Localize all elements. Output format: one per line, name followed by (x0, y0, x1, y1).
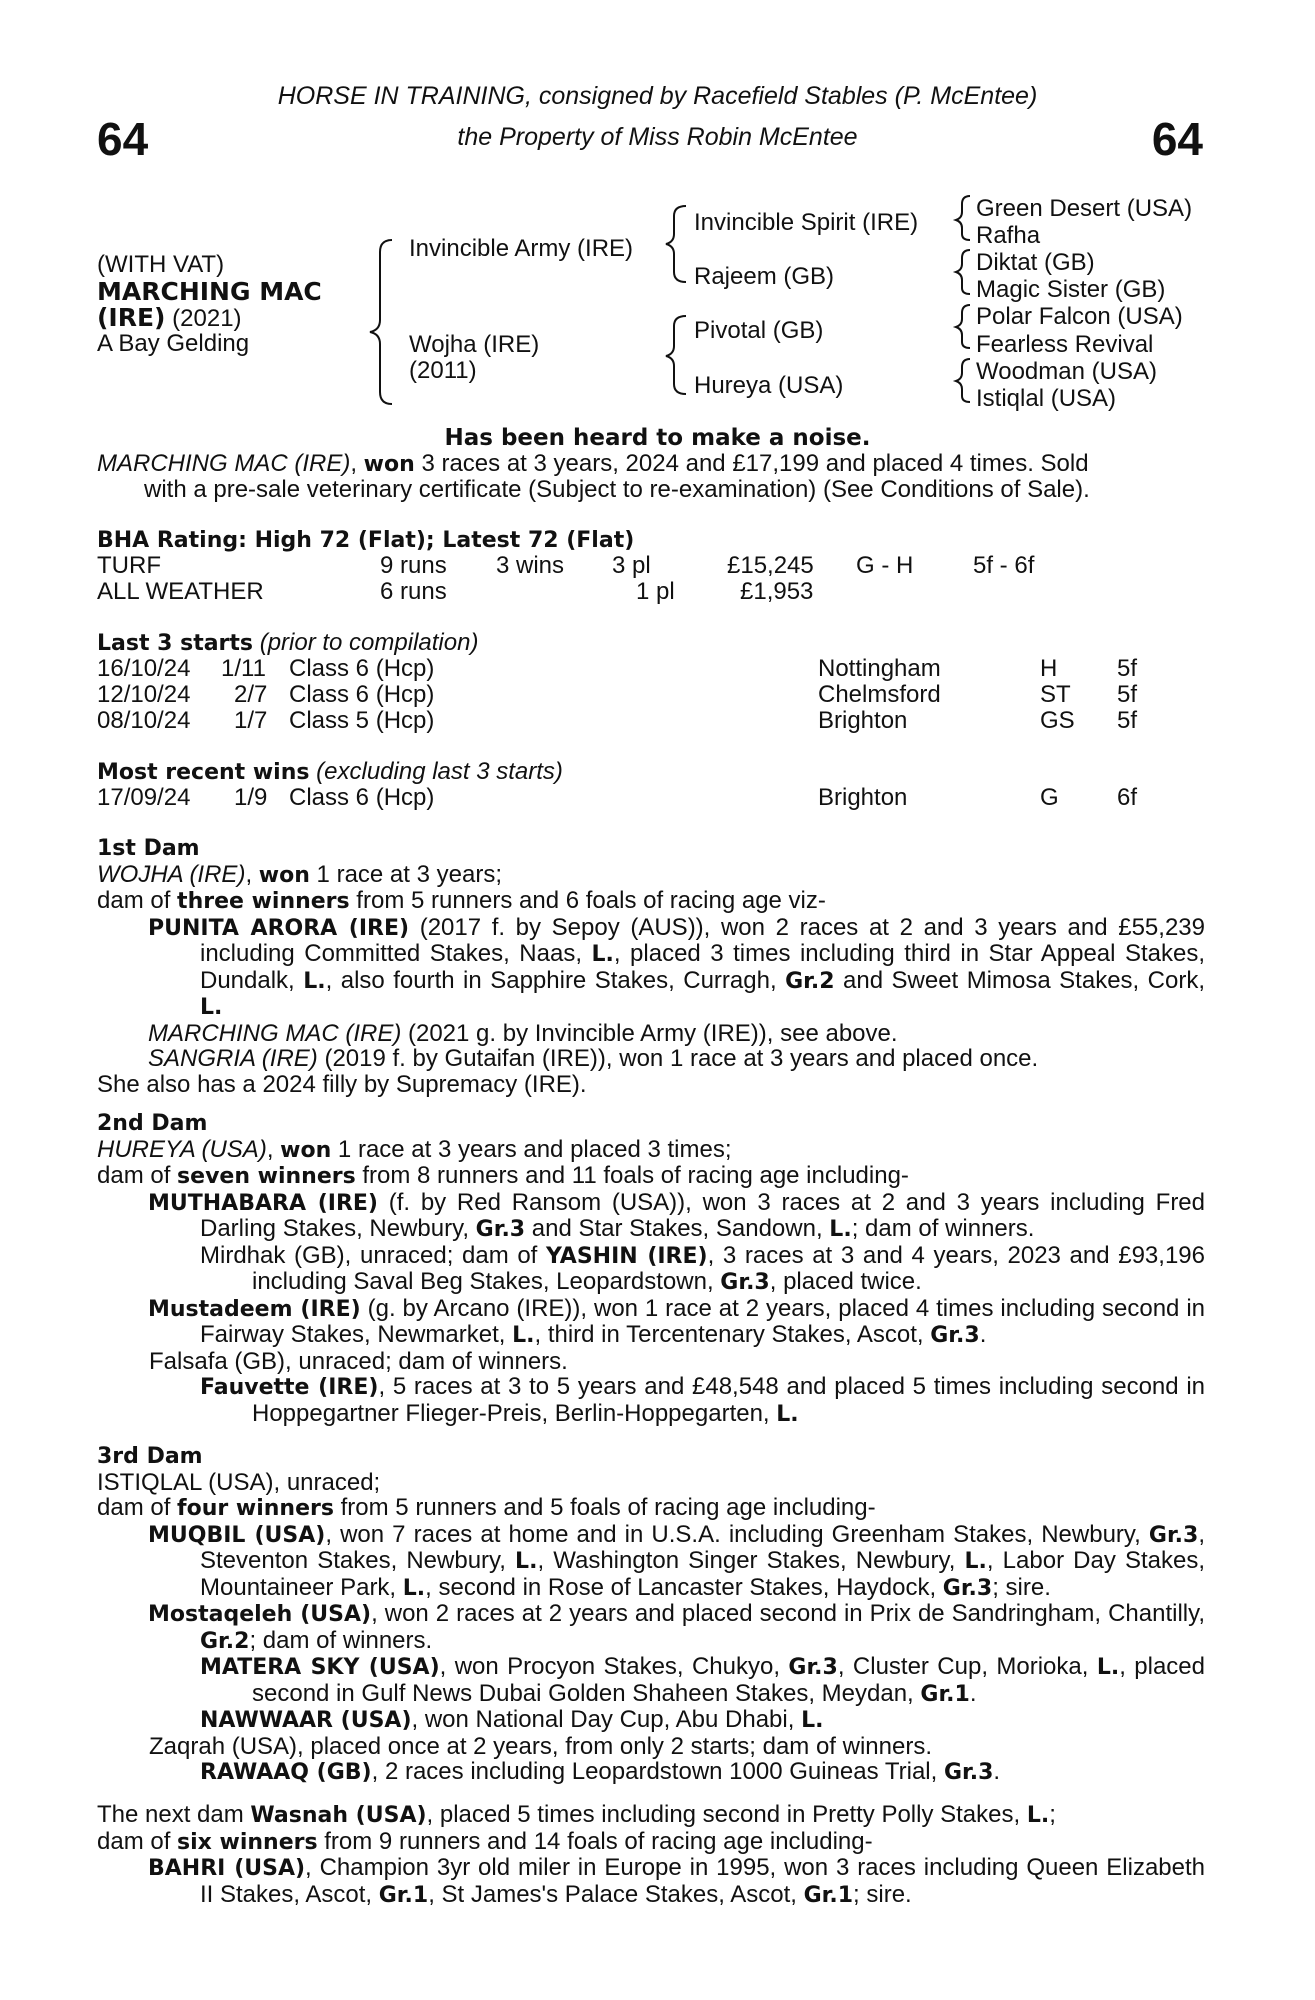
start-distance: 5f (1117, 655, 1138, 682)
brace-g3-1 (956, 196, 970, 240)
produce-rawaaq (97, 1759, 1205, 1786)
produce-name: RAWAAQ (GB) (200, 1760, 372, 1785)
first-dam-section (97, 835, 1205, 1097)
text: . (993, 1758, 1001, 1785)
bha-wins: 3 wins (496, 552, 565, 579)
produce-sangria (97, 1046, 1205, 1072)
gen3-3: Diktat (GB) (976, 249, 1095, 276)
text: , third in Tercentenary Stakes, Ascot, (534, 1321, 931, 1348)
group-mark: Gr.2 (200, 1628, 250, 1654)
text: Mirdhak (GB), unraced; dam of (200, 1241, 546, 1269)
vat-label: (WITH VAT) (97, 251, 225, 278)
text: (2017 f. by Sepoy (AUS)), won 2 races at 2 and 3 years and £55,239 including Committed Stakes, Naas, (200, 913, 1205, 967)
listed-mark: L. (591, 942, 614, 967)
win-distance: 6f (1117, 784, 1138, 811)
summary-line-2: with a pre-sale veterinary certificate (Subject to re-examination) (See Conditions of Sale). (144, 476, 1090, 503)
produce-name: Mostaqeleh (USA) (148, 1602, 372, 1627)
listed-mark: L. (1096, 1655, 1120, 1680)
start-date: 08/10/24 (97, 707, 191, 734)
horse-suffix: (IRE) (97, 303, 166, 332)
text: , placed second in Gulf News Dubai Golden Shaheen Stakes, Meydan, (252, 1653, 1205, 1707)
summary-horse: MARCHING MAC (IRE) (97, 450, 351, 477)
produce-nawwaar (97, 1707, 1205, 1734)
group-mark: Gr.3 (930, 1323, 980, 1348)
text: , Champion 3yr old miler in Europe in 1995, won 3 races including Queen Elizabeth II Stakes, Ascot, (200, 1854, 1206, 1908)
text: , second in Rose of Lancaster Stakes, Haydock, (425, 1573, 943, 1601)
text: and Sweet Mimosa Stakes, Cork, (834, 966, 1206, 994)
produce-falsafa: Falsafa (GB), unraced; dam of winners. (149, 1347, 568, 1375)
start-class: Class 6 (Hcp) (289, 681, 435, 708)
produce-name: MUTHABARA (IRE) (148, 1190, 378, 1216)
start-date: 16/10/24 (97, 655, 191, 682)
third-dam-line1: ISTIQLAL (USA), unraced; (97, 1468, 381, 1496)
lot-number-left: 64 (97, 113, 149, 165)
noise-note (0, 425, 1315, 451)
summary-text-1: 3 races at 3 years, 2024 and £17,199 and placed 4 times. Sold (414, 450, 1089, 477)
summary-won: won (363, 452, 415, 477)
text: , 3 races at 3 and 4 years, 2023 and £93,196 including Saval Beg Stakes, Leopardstown, (252, 1241, 1205, 1295)
text: dam of (97, 1162, 178, 1189)
produce-bahri (97, 1855, 1205, 1908)
group-mark: Gr.1 (920, 1681, 970, 1707)
text: (2021 g. by Invincible Army (IRE)), see above. (401, 1019, 898, 1047)
noise-note-text: Has been heard to make a noise. (444, 425, 871, 451)
produce-name: YASHIN (IRE) (545, 1243, 708, 1269)
produce-name: Fauvette (IRE) (200, 1375, 379, 1400)
brace-g3-4 (956, 359, 970, 402)
summary-line-1: MARCHING MAC (IRE), won 3 races at 3 years, 2024 and £17,199 and placed 4 times. Sold (97, 450, 1089, 477)
lot-number-right: 64 (1151, 113, 1203, 165)
group-mark: Gr.1 (378, 1882, 429, 1908)
bha-surface: ALL WEATHER (97, 578, 264, 605)
gen2-1: Invincible Spirit (IRE) (694, 209, 919, 236)
start-distance: 5f (1117, 681, 1138, 708)
text: dam of (97, 1494, 178, 1521)
first-dam-heading (97, 835, 1205, 862)
group-mark: Gr.3 (942, 1575, 993, 1601)
produce-zaqrah: Zaqrah (USA), placed once at 2 years, from only 2 starts; dam of winners. (149, 1732, 932, 1760)
win-date: 17/09/24 (97, 784, 191, 811)
start-class: Class 6 (Hcp) (289, 655, 435, 682)
listed-mark: L. (1026, 1803, 1050, 1828)
text: , won 7 races at home and in U.S.A. including Greenham Stakes, Newbury, (325, 1520, 1149, 1548)
dam-name: Wojha (IRE) (409, 331, 540, 358)
second-dam-line2 (97, 1163, 1205, 1190)
last3-heading (97, 630, 478, 657)
bha-heading (97, 527, 634, 554)
won-word: won (258, 862, 310, 888)
gen3-4: Magic Sister (GB) (976, 276, 1166, 303)
produce-matera-sky (97, 1654, 1205, 1707)
third-dam-heading (97, 1443, 1205, 1470)
third-dam-line2 (97, 1495, 1205, 1522)
brace-g3-2 (956, 250, 970, 294)
group-mark: Gr.3 (943, 1760, 994, 1785)
start-going: ST (1040, 681, 1071, 708)
sire-name: Invincible Army (IRE) (409, 235, 634, 262)
dam-year: (2011) (409, 357, 477, 384)
recent-heading (97, 759, 563, 786)
gen3-2: Rafha (976, 222, 1041, 249)
text: , placed 5 times including second in Pretty Polly Stakes, (426, 1801, 1027, 1828)
produce-mustadeem (97, 1296, 1205, 1349)
win-class: Class 6 (Hcp) (289, 784, 435, 811)
group-mark: Gr.1 (803, 1882, 854, 1908)
text: , Labor Day Stakes, Mountaineer Park, (200, 1547, 1206, 1601)
winners-count: seven winners (177, 1164, 356, 1189)
table-row (0, 785, 1315, 811)
table-row (0, 656, 1315, 682)
text: The next dam (97, 1801, 251, 1828)
brace-g3-3 (956, 305, 970, 348)
text: (2019 f. by Gutaifan (IRE)), won 1 race at 3 years and placed once. (317, 1045, 1039, 1072)
text: from 5 runners and 6 foals of racing age viz- (349, 887, 826, 914)
text: . (969, 1679, 977, 1707)
group-mark: Gr.2 (785, 968, 835, 994)
produce-fauvette (97, 1374, 1205, 1427)
text: from 9 runners and 14 foals of racing age including- (317, 1827, 873, 1855)
bha-places: 3 pl (612, 552, 651, 579)
text: , 5 races at 3 to 5 years and £48,548 and placed 5 times including second in Hoppegartner Flieger-Preis, Berlin-Hoppegarten, (252, 1373, 1206, 1427)
third-dam-section (97, 1443, 1205, 1786)
gen3-1: Green Desert (USA) (976, 195, 1193, 222)
start-course: Chelmsford (818, 681, 941, 708)
bha-money: £1,953 (740, 578, 814, 605)
group-mark: Gr.3 (1148, 1522, 1199, 1548)
dam-name: Wasnah (USA) (250, 1803, 427, 1828)
second-dam-section (97, 1110, 1205, 1427)
winners-count: four winners (177, 1496, 334, 1521)
win-going: G (1040, 784, 1059, 811)
next-dam-section (97, 1802, 1205, 1908)
dam-record: 1 race at 3 years; (309, 860, 502, 888)
winners-count: six winners (177, 1829, 318, 1855)
produce-mirdhak (97, 1243, 1205, 1296)
brace-dam (666, 316, 686, 394)
win-course: Brighton (818, 784, 908, 811)
text: , also fourth in Sapphire Stakes, Curragh, (325, 966, 786, 994)
bha-money: £15,245 (727, 552, 814, 579)
text: , won National Day Cup, Abu Dhabi, (411, 1706, 802, 1733)
second-dam-heading-text: 2nd Dam (97, 1111, 208, 1136)
text: , St James's Palace Stakes, Ascot, (428, 1880, 804, 1908)
text: dam of (97, 1827, 178, 1855)
produce-marching (97, 1021, 1205, 1047)
group-mark: Gr.3 (720, 1270, 770, 1295)
start-position: 2/7 (234, 681, 268, 708)
next-dam-line2 (97, 1829, 1205, 1856)
text: , placed 3 times including third in Star Appeal Stakes, Dundalk, (200, 940, 1206, 994)
recent-heading-text: Most recent wins (97, 760, 310, 785)
dam-name: WOJHA (IRE) (97, 860, 246, 888)
text: , Cluster Cup, Morioka, (837, 1653, 1097, 1680)
win-position: 1/9 (234, 784, 268, 811)
bha-heading-text: BHA Rating: High 72 (Flat); Latest 72 (Flat) (97, 528, 635, 553)
produce-punita (97, 915, 1205, 1021)
start-position: 1/11 (221, 655, 266, 682)
horse-year: (2021) (165, 305, 242, 332)
produce-mostaqeleh (97, 1601, 1205, 1654)
third-dam-heading-text: 3rd Dam (97, 1444, 203, 1469)
gen3-6: Fearless Revival (976, 331, 1154, 358)
consignor-line: HORSE IN TRAINING, consigned by Racefield Stables (P. McEntee) (277, 82, 1038, 110)
listed-mark: L. (402, 1575, 426, 1601)
first-dam-line2 (97, 888, 1205, 915)
text: (g. by Arcano (IRE)), won 1 race at 2 years, placed 4 times including second in Fairway Stakes, Newmarket, (200, 1294, 1205, 1348)
won-word: won (280, 1137, 332, 1163)
horse-name-text: MARCHING MAC (97, 277, 322, 306)
first-dam-line1: WOJHA (IRE), won 1 race at 3 years; (97, 860, 502, 888)
text: ; sire. (992, 1573, 1051, 1601)
text: . (979, 1321, 987, 1348)
recent-note: (excluding last 3 starts) (316, 758, 563, 785)
brace-gen1 (370, 240, 392, 404)
produce-muqbil (97, 1522, 1205, 1602)
produce-name: Mustadeem (IRE) (148, 1296, 361, 1322)
produce-muthabara (97, 1190, 1205, 1243)
bha-row-aw (0, 579, 1315, 605)
group-mark: Gr.3 (475, 1217, 526, 1242)
listed-mark: L. (515, 1549, 538, 1574)
produce-name: MATERA SKY (USA) (200, 1655, 440, 1680)
second-dam-heading (97, 1110, 1205, 1137)
start-class: Class 5 (Hcp) (289, 707, 435, 734)
listed-mark: L. (200, 995, 223, 1020)
gen2-2: Rajeem (GB) (694, 263, 835, 290)
text: ; sire. (853, 1880, 912, 1908)
start-course: Brighton (818, 707, 908, 734)
bha-places: 1 pl (636, 578, 675, 605)
produce-name: PUNITA ARORA (IRE) (148, 915, 410, 941)
text: , Washington Singer Stakes, Newbury, (537, 1547, 965, 1574)
listed-mark: L. (829, 1217, 852, 1242)
gen3-7: Woodman (USA) (976, 358, 1157, 385)
start-date: 12/10/24 (97, 681, 191, 708)
bha-row-turf (0, 553, 1315, 579)
table-row (0, 682, 1315, 708)
group-mark: Gr.3 (788, 1655, 838, 1680)
gen2-4: Hureya (USA) (694, 372, 844, 399)
bha-distance: 5f - 6f (973, 552, 1035, 579)
text: , won 2 races at 2 years and placed second in Prix de Sandringham, Chantilly, (371, 1600, 1205, 1627)
filly-note: She also has a 2024 filly by Supremacy (IRE). (97, 1070, 587, 1098)
listed-mark: L. (776, 1401, 799, 1427)
text: (f. by Red Ransom (USA)), won 3 races at 2 and 3 years including Fred Darling Stakes, Newbury, (200, 1188, 1205, 1242)
text: , won Procyon Stakes, Chukyo, (439, 1653, 789, 1680)
gen2-3: Pivotal (GB) (694, 317, 824, 344)
produce-name: MARCHING MAC (IRE) (148, 1019, 402, 1047)
bha-runs: 9 runs (380, 552, 447, 579)
start-distance: 5f (1117, 707, 1138, 734)
start-course: Nottingham (818, 655, 941, 682)
last3-heading-text: Last 3 starts (97, 631, 254, 656)
start-going: H (1040, 655, 1058, 682)
produce-name: BAHRI (USA) (148, 1856, 306, 1881)
next-dam-line1 (97, 1802, 1205, 1829)
text: dam of (97, 887, 178, 914)
horse-description: A Bay Gelding (97, 330, 250, 357)
brace-sire (666, 206, 686, 282)
start-going: GS (1040, 707, 1075, 734)
listed-mark: L. (512, 1323, 535, 1348)
first-dam-heading-text: 1st Dam (97, 836, 200, 861)
text: , 2 races including Leopardstown 1000 Guineas Trial, (371, 1758, 944, 1785)
produce-name: SANGRIA (IRE) (148, 1045, 318, 1072)
table-row (0, 708, 1315, 734)
dam-record: 1 race at 3 years and placed 3 times; (331, 1135, 732, 1163)
listed-mark: L. (303, 968, 326, 994)
text: ; (1049, 1801, 1056, 1828)
property-line: the Property of Miss Robin McEntee (457, 123, 858, 151)
listed-mark: L. (801, 1708, 824, 1733)
gen3-8: Istiqlal (USA) (976, 385, 1117, 412)
winners-count: three winners (177, 889, 350, 914)
gen3-5: Polar Falcon (USA) (976, 303, 1183, 330)
text: ; dam of winners. (851, 1215, 1035, 1242)
text: and Star Stakes, Sandown, (525, 1215, 830, 1242)
dam-name: HUREYA (USA) (97, 1135, 267, 1163)
last3-note: (prior to compilation) (259, 629, 479, 656)
bha-going: G - H (856, 552, 914, 579)
produce-name: MUQBIL (USA) (148, 1522, 326, 1548)
text: from 5 runners and 5 foals of racing age including- (333, 1494, 876, 1521)
text: ; dam of winners. (249, 1626, 433, 1654)
start-position: 1/7 (234, 707, 268, 734)
bha-runs: 6 runs (380, 578, 447, 605)
text: , Steventon Stakes, Newbury, (200, 1520, 1205, 1574)
listed-mark: L. (964, 1549, 987, 1574)
text: , placed twice. (769, 1268, 922, 1295)
produce-name: NAWWAAR (USA) (200, 1708, 412, 1733)
text: from 8 runners and 11 foals of racing age including- (355, 1162, 909, 1189)
second-dam-line1: HUREYA (USA), won 1 race at 3 years and placed 3 times; (97, 1135, 732, 1163)
bha-surface: TURF (97, 552, 161, 579)
